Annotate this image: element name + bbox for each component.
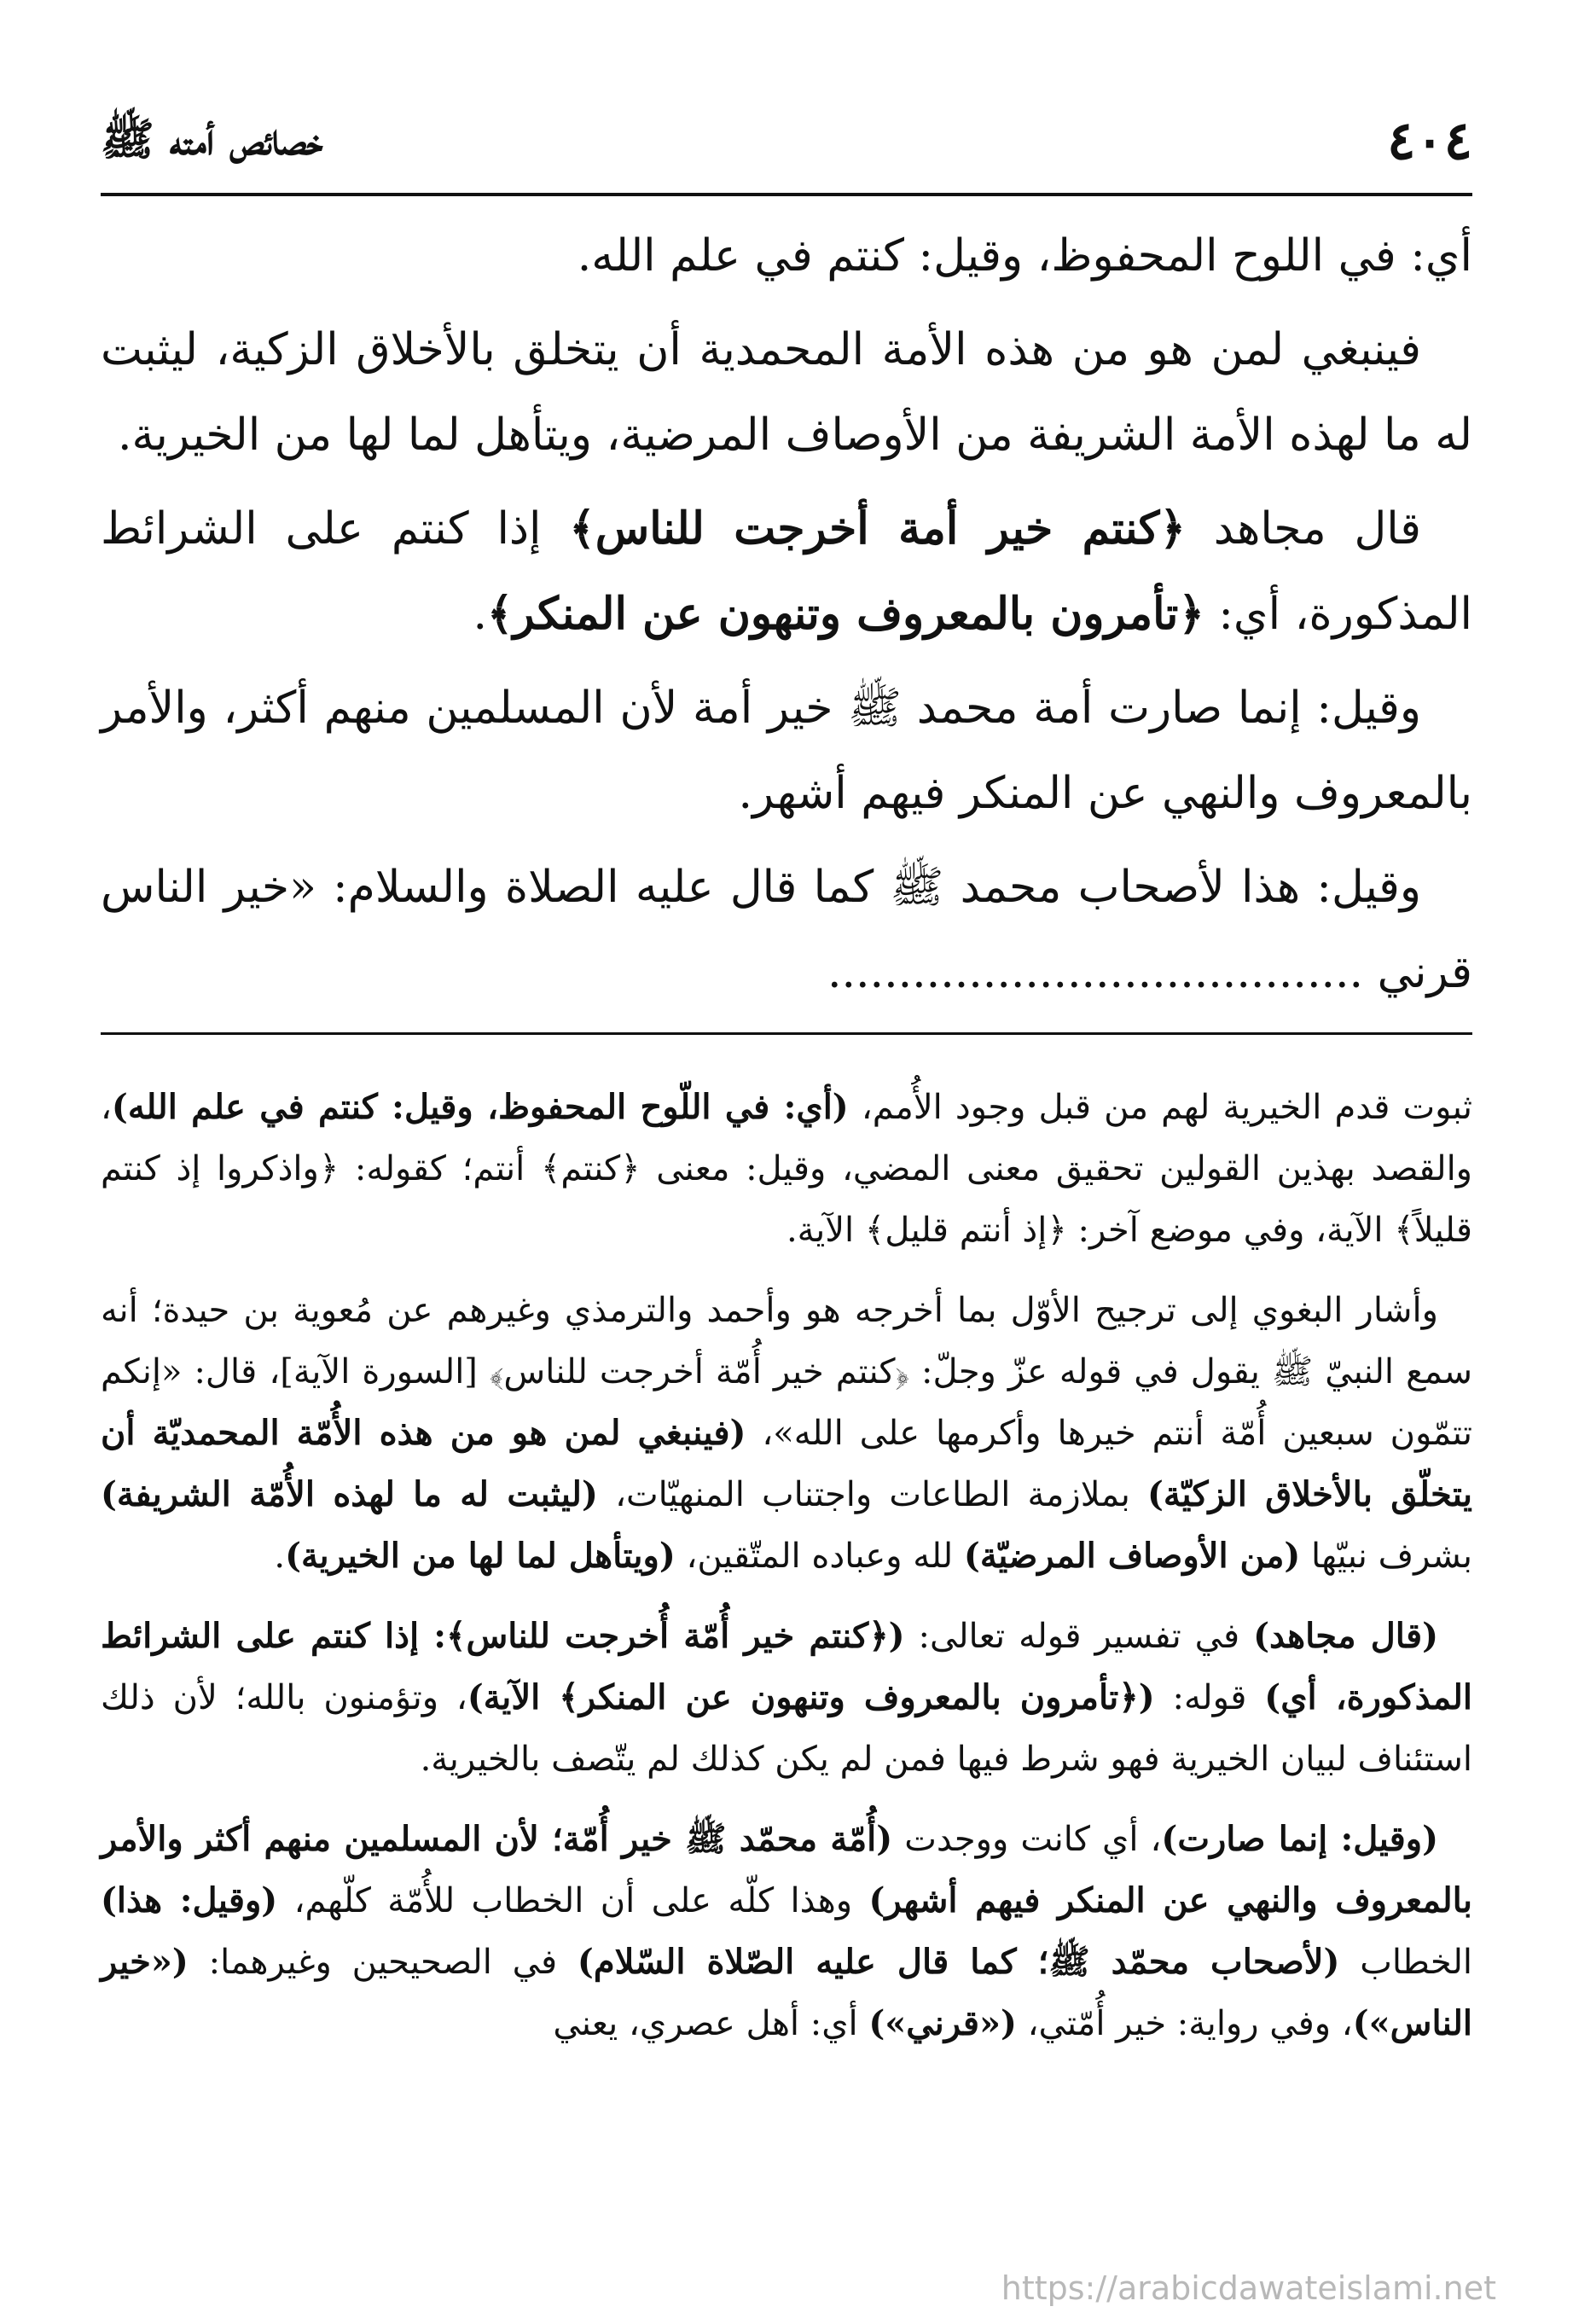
commentary-c2-b: (فينبغي لمن هو من هذه الأُمّة المحمديّة أن يتخلّق بالأخلاق الزكيّة) [101,1413,1473,1514]
commentary-c4-f: الخطاب [1339,1943,1472,1982]
footnote-rule [101,1032,1472,1035]
main-p3-part-a: قال مجاهد [1185,503,1421,555]
commentary-c2-h: (ويتأهل لما لها من الخيرية) [285,1536,676,1576]
commentary-c3-b: في تفسير قوله تعالى: [904,1617,1254,1656]
commentary-c4-j: ، وفي رواية: خير أُمّتي، [1016,2004,1353,2043]
commentary-c3-d: قوله: [1154,1678,1265,1717]
commentary-c1-a: ثبوت قدم الخيرية لهم من قبل وجود الأُمم، [848,1088,1472,1127]
commentary-c2-g: لله وعباده المتّقين، [675,1537,964,1576]
commentary-c2-f: (من الأوصاف المرضيّة) [963,1536,1301,1576]
quran-verse-1: ﴿كنتم خير أمة أخرجت للناس﴾ [569,503,1186,555]
commentary-paragraph-1 [101,1077,1472,1261]
quran-verse-2: ﴿تأمرون بالمعروف وتنهون عن المنكر﴾ [486,588,1204,640]
commentary-c4-k: («قرني») [868,2003,1017,2043]
main-text [101,213,1472,1024]
commentary-c4-a: (وقيل: إنما صارت) [1161,1819,1438,1859]
page-number: ٤٠٤ [1387,109,1472,171]
main-paragraph-4: وقيل: إنما صارت أمة محمد ﷺ خير أمة لأن المسلمين منهم أكثر، والأمر بالمعروف والنهي عن المنكر فيهم أشهر. [101,683,1472,819]
commentary-c4-b: ، أي كانت ووجدت [892,1820,1162,1859]
main-p5-text: وقيل: هذا لأصحاب محمد ﷺ كما قال عليه الصلاة والسلام: «خير الناس قرني [101,862,1472,998]
commentary-c2-a: وأشار البغوي إلى ترجيح الأوّل بما أخرجه هو وأحمد والترمذي وغيرهم عن مُعوية بن حيدة؛ أنه سمع النبيّ ﷺ يقول في قوله عزّ وجلّ: ﴿كنتم خير أُمّة أخرجت للناس﴾ [السورة الآية]، قال: «إنكم تتمّون سبعين أُمّة أنتم خيرها وأكرمها على الله»، [101,1291,1472,1453]
commentary-c4-e: (وقيل: هذا) [101,1880,278,1920]
commentary-c3-e: (﴿تأمرون بالمعروف وتنهون عن المنكر﴾ الآية) [467,1677,1155,1717]
commentary-c4-c: (أُمّة محمّد ﷺ خير أُمّة؛ لأن المسلمين منهم أكثر والأمر بالمعروف والنهي عن المنكر فيهم أشهر) [101,1819,1472,1920]
commentary-c3-c: (﴿كنتم خير أُمّة أُخرجت للناس﴾: إذا كنتم على الشرائط المذكورة، أي) [101,1616,1473,1717]
commentary-c4-h: في الصحيحين وغيرهما: [188,1943,578,1982]
commentary-paragraph-4 [101,1809,1472,2054]
header-rule [101,193,1472,196]
running-title: خصائص أمته ﷺ [101,113,323,166]
commentary-c4-g: (لأصحاب محمّد ﷺ؛ كما قال عليه الصّلاة السّلام) [577,1942,1340,1982]
commentary-c4-l: أي: أهل عصري، يعني [553,2004,869,2043]
commentary-c1-b: (أي: في اللّوح المحفوظ، وقيل: كنتم في علم الله) [111,1087,849,1127]
continuation-dots: ...................................... [827,947,1364,998]
commentary-c2-c: بملازمة الطاعات واجتناب المنهيّات، [597,1475,1147,1514]
commentary-c3-f: ، وتؤمنون بالله؛ لأن ذلك استئناف لبيان الخيرية فهو شرط فيها فمن لم يكن كذلك لم يتّصف بالخيرية. [101,1678,1472,1779]
commentary-c2-i: . [274,1537,286,1576]
commentary-c2-e: بشرف نبيّها [1300,1537,1472,1576]
commentary-text [101,1077,1472,2073]
main-paragraph-1: أي: في اللوح المحفوظ، وقيل: كنتم في علم الله. [577,230,1472,282]
main-p3-part-b: إذا كنتم على الشرائط المذكورة، أي: [101,503,1472,640]
main-p3-part-c: . [473,589,487,640]
commentary-paragraph-3 [101,1606,1472,1790]
commentary-c2-d: (ليثبت له ما لهذه الأُمّة الشريفة) [101,1474,598,1514]
page-header [101,109,1472,177]
commentary-c4-d: وهذا كلّه على أن الخطاب للأُمّة كلّهم، [277,1881,869,1920]
commentary-c3-a: (قال مجاهد) [1253,1616,1439,1656]
main-paragraph-3 [101,486,1472,657]
commentary-paragraph-2 [101,1280,1472,1587]
main-paragraph-5 [101,845,1472,1015]
main-paragraph-2: فينبغي لمن هو من هذه الأمة المحمدية أن يتخلق بالأخلاق الزكية، ليثبت له ما لهذه الأمة الشريفة من الأوصاف المرضية، ويتأهل لما لها من الخيرية. [101,324,1472,461]
commentary-c1-c: ، والقصد بهذين القولين تحقيق معنى المضي، وقيل: معنى ﴿كنتم﴾ أنتم؛ كقوله: ﴿واذكروا إذ كنتم قليلاً﴾ الآية، وفي موضع آخر: ﴿إذ أنتم قليل﴾ الآية. [101,1088,1472,1250]
watermark-url: https://arabicdawateislami.net [1001,2269,1496,2307]
commentary-c4-i: («خير الناس») [101,1942,1472,2043]
